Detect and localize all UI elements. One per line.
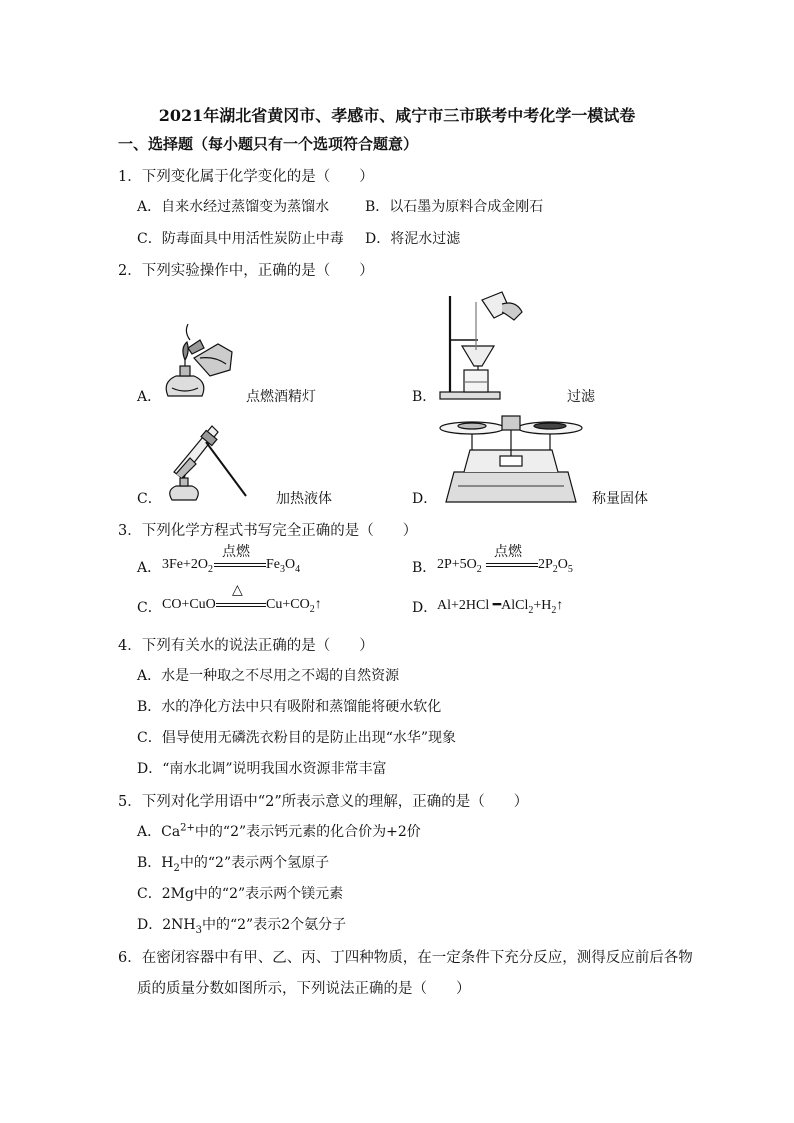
q3-option-d-equation: Al+2HCl $━AlCl_2+H_2↑$	[437, 598, 564, 616]
q2-option-d-label: 称量固体	[592, 491, 648, 507]
q3-option-d-letter: D．	[412, 600, 438, 616]
q3-option-b-lhs: $2P+5O_2$	[437, 557, 482, 575]
q3-option-b-condition: 点燃	[494, 544, 522, 560]
q2-option-b-letter: B．	[412, 389, 437, 405]
q3-option-a-equal-line	[214, 563, 266, 564]
q4-option-d: D．“南水北调”说明我国水资源非常丰富	[137, 761, 387, 777]
alcohol-lamp-lighting-figure	[160, 318, 240, 400]
q2-option-b-label: 过滤	[567, 389, 595, 405]
q4-option-a: A．水是一种取之不尽用之不竭的自然资源	[137, 668, 400, 684]
q3-option-a-rhs: $Fe_3O_4$	[266, 557, 301, 575]
q3-option-b-equal-line-2	[486, 566, 538, 567]
q3-option-c-letter: C．	[137, 600, 162, 616]
q3-option-a-letter: A．	[137, 560, 162, 576]
q3-option-c-condition: △	[232, 582, 243, 598]
q3-option-a-condition: 点燃	[222, 544, 250, 560]
q3-stem: 3．下列化学方程式书写完全正确的是（ ）	[118, 523, 418, 539]
q3-option-b-rhs: $2P_2O_5$	[538, 557, 573, 575]
q3-option-c-rhs: $Cu+CO_2↑$	[266, 597, 322, 615]
q1-option-a: A．自来水经过蒸馏变为蒸馏水	[137, 199, 330, 215]
q6-stem-line1: 6．在密闭容器中有甲、乙、丙、丁四种物质，在一定条件下充分反应，测得反应前后各物	[118, 950, 693, 966]
q5-option-a: A．$Ca^{2+}$中的“2”表示钙元素的化合价为+2价	[137, 822, 421, 840]
q2-option-a-label: 点燃酒精灯	[246, 389, 316, 405]
heating-liquid-figure	[162, 416, 252, 506]
balance-weighing-figure	[436, 410, 586, 504]
q1-option-d: D．将泥水过滤	[365, 231, 461, 247]
q1-stem: 1．下列变化属于化学变化的是（ ）	[118, 169, 374, 185]
q5-option-c: C．2Mg中的“2”表示两个镁元素	[137, 886, 344, 902]
q4-stem: 4．下列有关水的说法正确的是（ ）	[118, 638, 374, 654]
q5-option-d: D．$2NH_3$中的“2”表示2个氨分子	[137, 917, 347, 936]
q3-option-c-equal-line	[216, 603, 266, 604]
q3-option-c-lhs: CO+CuO	[162, 597, 216, 612]
q5-option-b: B．$H_2$中的“2”表示两个氢原子	[137, 855, 330, 874]
q2-option-c-letter: C．	[137, 491, 162, 507]
q2-option-c-label: 加热液体	[276, 491, 332, 507]
q5-stem: 5．下列对化学用语中“2”所表示意义的理解，正确的是（ ）	[118, 794, 529, 810]
q3-option-b-letter: B．	[412, 560, 437, 576]
section-heading: 一、选择题（每小题只有一个选项符合题意）	[118, 135, 419, 153]
q3-option-a-equal-line-2	[214, 566, 266, 567]
q1-option-c: C．防毒面具中用活性炭防止中毒	[137, 231, 344, 247]
q4-option-b: B．水的净化方法中只有吸附和蒸馏能将硬水软化	[137, 699, 442, 715]
q1-option-b: B．以石墨为原料合成金刚石	[365, 199, 544, 215]
q2-option-a-letter: A．	[137, 389, 162, 405]
q6-stem-line2: 质的质量分数如图所示，下列说法正确的是（ ）	[137, 981, 471, 997]
q3-option-c-equal-line-2	[216, 606, 266, 607]
q2-stem: 2．下列实验操作中，正确的是（ ）	[118, 263, 374, 279]
q4-option-c: C．倡导使用无磷洗衣粉目的是防止出现“水华”现象	[137, 730, 457, 746]
q3-option-a-lhs: $3Fe+2O_2$	[162, 557, 214, 575]
filtration-figure	[436, 290, 536, 402]
page-title: 2021年湖北省黄冈市、孝感市、咸宁市三市联考中考化学一模试卷	[158, 106, 636, 125]
q3-option-b-equal-line	[486, 563, 538, 564]
q2-option-d-letter: D．	[412, 491, 438, 507]
